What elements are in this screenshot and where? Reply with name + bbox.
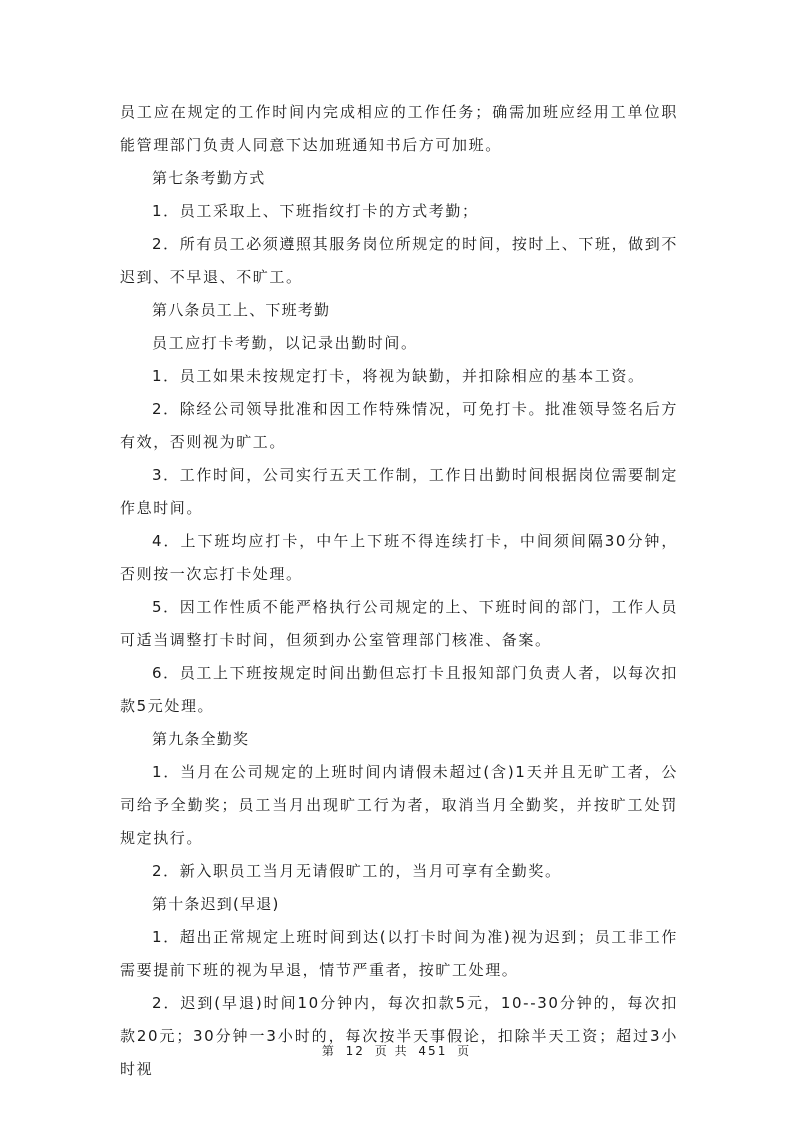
article-8-heading: 第八条员工上、下班考勤	[152, 301, 331, 319]
paragraph-18: 2．迟到(早退)时间10分钟内，每次扣款5元，10--30分钟的，每次扣款20元；30分钟一3小时的，每次按半天事假论，扣除半天工资；超过3小时视	[120, 994, 678, 1078]
paragraph-3: 1．员工采取上、下班指纹打卡的方式考勤；	[152, 202, 479, 220]
paragraph-10: 4．上下班均应打卡，中午上下班不得连续打卡，中间须间隔30分钟，否则按一次忘打卡处理。	[120, 532, 678, 583]
footer-suffix: 页	[457, 1044, 472, 1058]
paragraph-7: 1．员工如果未按规定打卡，将视为缺勤，并扣除相应的基本工资。	[152, 367, 645, 385]
total-pages-number: 451	[418, 1044, 448, 1058]
paragraph-8: 2．除经公司领导批准和因工作特殊情况，可免打卡。批准领导签名后方有效，否则视为旷工。	[120, 400, 678, 451]
article-9-heading: 第九条全勤奖	[152, 730, 250, 748]
paragraph-11: 5．因工作性质不能严格执行公司规定的上、下班时间的部门，工作人员可适当调整打卡时间，但须到办公室管理部门核准、备案。	[120, 598, 678, 649]
current-page-number: 12	[345, 1044, 365, 1058]
page-footer	[0, 1042, 793, 1059]
footer-middle: 页 共	[374, 1044, 409, 1058]
paragraph-4: 2．所有员工必须遵照其服务岗位所规定的时间，按时上、下班，做到不迟到、不早退、不旷工。	[120, 235, 678, 286]
article-10-heading: 第十条迟到(早退)	[152, 895, 280, 913]
paragraph-17: 1．超出正常规定上班时间到达(以打卡时间为准)视为迟到；员工非工作需要提前下班的视为早退，情节严重者，按旷工处理。	[120, 928, 678, 979]
paragraph-6: 员工应打卡考勤，以记录出勤时间。	[152, 334, 418, 352]
paragraph-14: 1．当月在公司规定的上班时间内请假未超过(含)1天并且无旷工者，公司给予全勤奖；员工当月出现旷工行为者，取消当月全勤奖，并按旷工处罚规定执行。	[120, 763, 678, 847]
paragraph-1: 员工应在规定的工作时间内完成相应的工作任务；确需加班应经用工单位职能管理部门负责人同意下达加班通知书后方可加班。	[120, 103, 678, 154]
paragraph-12: 6．员工上下班按规定时间出勤但忘打卡且报知部门负责人者，以每次扣款5元处理。	[120, 664, 678, 715]
paragraph-15: 2．新入职员工当月无请假旷工的，当月可享有全勤奖。	[152, 862, 562, 880]
paragraph-9: 3．工作时间，公司实行五天工作制，工作日出勤时间根据岗位需要制定作息时间。	[120, 466, 678, 517]
document-body	[120, 96, 678, 1086]
footer-prefix: 第	[321, 1044, 336, 1058]
article-7-heading: 第七条考勤方式	[152, 169, 266, 187]
